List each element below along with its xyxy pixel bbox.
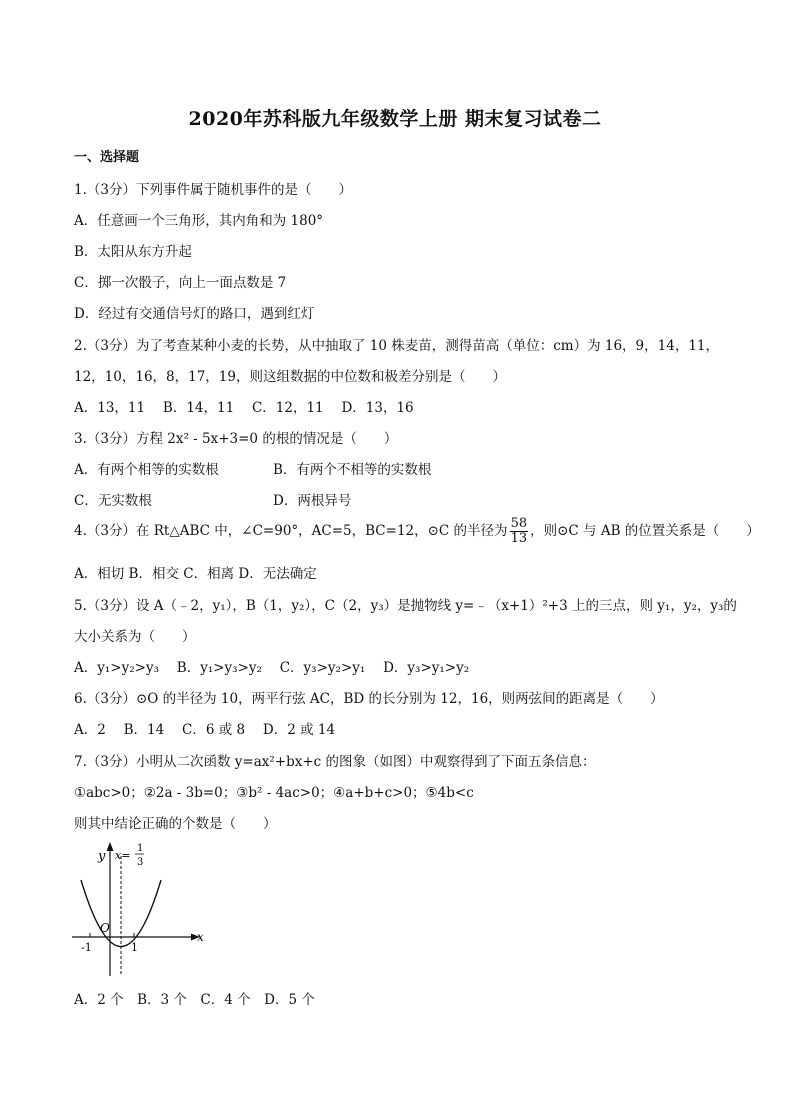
origin-label: O (100, 921, 110, 935)
symmetry-fraction-denominator: 3 (137, 857, 144, 868)
q4-stem-before: 4.（3分）在 Rt△ABC 中，∠C=90°，AC=5，BC=12，⊙C 的半径为 (74, 523, 508, 539)
q3-option-c: C．无实数根 (74, 493, 152, 509)
q4-fraction-denominator: 13 (510, 531, 528, 546)
q6-stem: 6.（3分）⊙O 的半径为 10，两平行弦 AC，BD 的长分别为 12，16，则两弦间的距离是（ ） (74, 691, 664, 707)
q1-stem: 1.（3分）下列事件属于随机事件的是（ ） (74, 182, 352, 198)
page-title: 2020年苏科版九年级数学上册 期末复习试卷二 (188, 108, 602, 130)
q2-stem-line2: 12，10，16，8，17，19，则这组数据的中位数和极差分别是（ ） (74, 369, 506, 385)
q1-option-c: C．掷一次骰子，向上一面点数是 7 (74, 275, 287, 291)
y-axis-label: y (98, 849, 106, 864)
q5-stem-line2: 大小关系为（ ） (74, 629, 196, 645)
tick-one-label: 1 (131, 941, 138, 954)
q4-fraction-numerator: 58 (510, 516, 528, 531)
q3-option-d: D．两根异号 (273, 493, 352, 509)
q3-option-a: A．有两个相等的实数根 (74, 462, 219, 478)
q5-options: A．y₁>y₂>y₃ B．y₁>y₃>y₂ C．y₃>y₂>y₁ D．y₃>y₁>y₂ (74, 660, 470, 676)
q4-stem-after: ，则⊙C 与 AB 的位置关系是（ ） (530, 523, 760, 539)
q7-question: 则其中结论正确的个数是（ ） (74, 816, 277, 832)
y-axis-arrow (107, 842, 114, 851)
section-heading: 一、选择题 (74, 150, 140, 165)
q3-option-b: B．有两个不相等的实数根 (273, 462, 432, 478)
q6-options: A．2 B．14 C．6 或 8 D．2 或 14 (74, 722, 336, 738)
q3-stem: 3.（3分）方程 2x² - 5x+3=0 的根的情况是（ ） (74, 431, 398, 447)
q7-options: A．2 个 B．3 个 C．4 个 D．5 个 (74, 992, 315, 1008)
q1-option-b: B．太阳从东方升起 (74, 244, 192, 260)
q5-stem-line1: 5.（3分）设 A（﹣2，y₁），B（1，y₂），C（2，y₃）是抛物线 y=﹣（x+1）²+3 上的三点，则 y₁，y₂，y₃的 (74, 598, 737, 614)
q2-options: A．13，11 B．14，11 C．12，11 D．13，16 (74, 400, 414, 416)
symmetry-label: x= (115, 849, 131, 862)
symmetry-fraction-numerator: 1 (137, 843, 144, 854)
q4-stem (74, 517, 760, 546)
q4-radius-fraction (510, 517, 529, 546)
q4-options: A．相切 B．相交 C．相离 D．无法确定 (74, 566, 317, 582)
x-axis-label: x (197, 930, 204, 944)
parabola-figure (68, 838, 208, 978)
tick-neg-one-label: -1 (81, 941, 92, 954)
q1-option-a: A．任意画一个三角形，其内角和为 180° (74, 213, 324, 229)
q7-stem: 7.（3分）小明从二次函数 y=ax²+bx+c 的图象（如图）中观察得到了下面五条信息： (74, 754, 596, 770)
q7-info: ①abc>0；②2a - 3b=0；③b² - 4ac>0；④a+b+c>0；⑤4b<c (74, 785, 474, 801)
q2-stem-line1: 2.（3分）为了考查某种小麦的长势，从中抽取了 10 株麦苗，测得苗高（单位：cm）为 16，9，14，11， (74, 338, 720, 354)
q1-option-d: D．经过有交通信号灯的路口，遇到红灯 (74, 306, 315, 322)
